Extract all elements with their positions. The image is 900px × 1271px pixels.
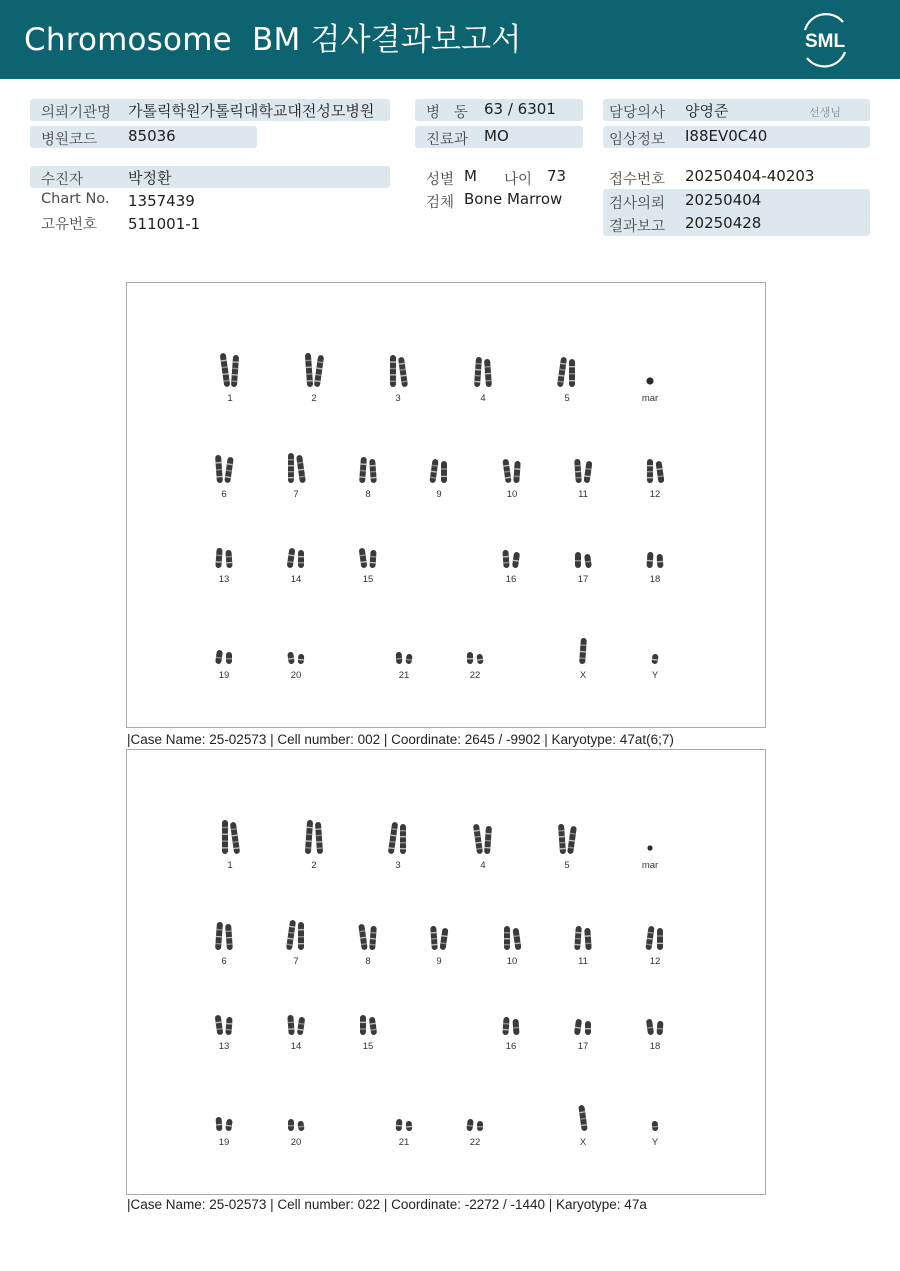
chromosome-15 (338, 997, 398, 1057)
chromosome-label: 22 (469, 1137, 481, 1148)
chromosome-8 (338, 445, 398, 505)
chromosome-label: Y (651, 670, 659, 681)
chromosome-19 (194, 626, 254, 686)
request-value: 20250404 (685, 191, 762, 209)
chart-no-value: 1357439 (128, 192, 195, 210)
chromosome-label: X (579, 1137, 587, 1148)
chromosome-label: 10 (506, 956, 518, 967)
receipt-label: 접수번호 (609, 172, 666, 188)
chromosome-label: 5 (564, 860, 570, 871)
chromosome-2 (284, 816, 344, 876)
chromosome-20 (266, 626, 326, 686)
chromosome-label: 13 (218, 1041, 230, 1052)
chromosome-14 (266, 530, 326, 590)
chromosome-21 (374, 626, 434, 686)
chromosome-12 (625, 445, 685, 505)
chromosome-y (625, 626, 685, 686)
report-title: Chromosome BM 검사결과보고서 (24, 22, 522, 58)
chromosome-label: 5 (564, 393, 570, 404)
unique-no-value: 511001-1 (128, 215, 201, 233)
chromosome-label: 16 (505, 1041, 517, 1052)
specimen-value: Bone Marrow (464, 190, 563, 208)
chromosome-2 (284, 349, 344, 409)
chromosome-4 (453, 349, 513, 409)
chromosome-6 (194, 445, 254, 505)
chromosome-label: 19 (218, 1137, 230, 1148)
doctor-suffix: 선생님 (809, 106, 841, 119)
chromosome-5 (537, 349, 597, 409)
chromosome-7 (266, 912, 326, 972)
chromosome-label: mar (641, 860, 659, 871)
chromosome-19 (194, 1093, 254, 1153)
age-value: 73 (547, 167, 567, 185)
institution-value: 가톨릭학원가톨릭대학교대전성모병원 (128, 102, 375, 120)
karyogram-caption-1: |Case Name: 25-02573 | Cell number: 002 | Coordinate: 2645 / -9902 | Karyotype: 47at(6;7) (127, 732, 674, 747)
chromosome-label: 7 (293, 956, 299, 967)
chromosome-17 (553, 530, 613, 590)
chromosome-16 (481, 530, 541, 590)
chromosome-label: 18 (649, 574, 661, 585)
dept-value: MO (484, 127, 509, 145)
chromosome-label: 17 (577, 1041, 589, 1052)
chromosome-label: 11 (578, 489, 588, 500)
chromosome-label: 18 (649, 1041, 661, 1052)
chromosome-20 (266, 1093, 326, 1153)
chromosome-label: 13 (218, 574, 230, 585)
sex-value: M (464, 167, 477, 185)
chromosome-10 (482, 445, 542, 505)
chromosome-10 (482, 912, 542, 972)
chromosome-label: 4 (480, 860, 486, 871)
chromosome-x (553, 626, 613, 686)
dept-label: 진료과 (426, 132, 469, 148)
chromosome-label: 16 (505, 574, 517, 585)
karyogram-panel-1 (126, 282, 766, 728)
report-header (0, 0, 900, 79)
doctor-label: 담당의사 (609, 105, 666, 121)
chromosome-6 (194, 912, 254, 972)
ward-value: 63 / 6301 (484, 100, 556, 118)
chromosome-label: X (579, 670, 587, 681)
chromosome-label: 8 (365, 956, 371, 967)
chromosome-label: 17 (577, 574, 589, 585)
chromosome-y (625, 1093, 685, 1153)
chromosome-label: 9 (436, 956, 442, 967)
chart-no-label: Chart No. (41, 191, 110, 207)
chromosome-label: 4 (480, 393, 486, 404)
chromosome-label: 21 (398, 670, 410, 681)
chromosome-9 (409, 912, 469, 972)
chromosome-3 (368, 349, 428, 409)
chromosome-label: 12 (649, 956, 661, 967)
sex-label: 성별 (426, 172, 455, 188)
clinical-value: I88EV0C40 (685, 127, 768, 145)
chromosome-label: 7 (293, 489, 299, 500)
chromosome-16 (481, 997, 541, 1057)
hospital-code-label: 병원코드 (41, 132, 98, 148)
chromosome-label: 22 (469, 670, 481, 681)
chromosome-label: 11 (578, 956, 588, 967)
chromosome-label: mar (641, 393, 659, 404)
patient-value: 박정환 (128, 169, 172, 187)
chromosome-label: 1 (227, 860, 233, 871)
chromosome-11 (553, 912, 613, 972)
patient-bar (30, 166, 390, 188)
chromosome-4 (453, 816, 513, 876)
chromosome-label: 19 (218, 670, 230, 681)
chromosome-17 (553, 997, 613, 1057)
chromosome-label: 6 (221, 956, 227, 967)
chromosome-label: 9 (436, 489, 442, 500)
chromosome-7 (266, 445, 326, 505)
chromosome-x (553, 1093, 613, 1153)
chromosome-label: 15 (362, 574, 374, 585)
chromosome-mar (620, 816, 680, 876)
karyogram-panel-2 (126, 749, 766, 1195)
doctor-value: 양영준 (685, 102, 729, 120)
chromosome-18 (625, 530, 685, 590)
chromosome-1 (200, 816, 260, 876)
chromosome-label: 15 (362, 1041, 374, 1052)
chromosome-label: Y (651, 1137, 659, 1148)
chromosome-label: 2 (311, 393, 317, 404)
chromosome-13 (194, 997, 254, 1057)
karyogram-caption-2: |Case Name: 25-02573 | Cell number: 022 | Coordinate: -2272 / -1440 | Karyotype: 47a (127, 1197, 647, 1212)
ward-label: 병 동 (426, 105, 468, 121)
chromosome-12 (625, 912, 685, 972)
chromosome-mar (620, 349, 680, 409)
chromosome-label: 8 (365, 489, 371, 500)
chromosome-label: 3 (395, 860, 401, 871)
sml-logo (795, 12, 855, 68)
chromosome-5 (537, 816, 597, 876)
chromosome-15 (338, 530, 398, 590)
chromosome-3 (368, 816, 428, 876)
chromosome-label: 10 (506, 489, 518, 500)
chromosome-13 (194, 530, 254, 590)
chromosome-label: 21 (398, 1137, 410, 1148)
chromosome-label: 20 (290, 1137, 302, 1148)
chromosome-22 (445, 1093, 505, 1153)
chromosome-8 (338, 912, 398, 972)
chromosome-22 (445, 626, 505, 686)
request-label: 검사의뢰 (609, 196, 666, 212)
chromosome-11 (553, 445, 613, 505)
chromosome-label: 14 (290, 574, 302, 585)
specimen-label: 검체 (426, 195, 455, 211)
chromosome-label: 14 (290, 1041, 302, 1052)
chromosome-label: 12 (649, 489, 661, 500)
svg-text:SML: SML (804, 31, 846, 52)
chromosome-label: 2 (311, 860, 317, 871)
chromosome-label: 6 (221, 489, 227, 500)
unique-no-label: 고유번호 (41, 217, 98, 233)
chromosome-label: 3 (395, 393, 401, 404)
patient-label: 수진자 (41, 172, 84, 188)
receipt-value: 20250404-40203 (685, 167, 815, 185)
age-label: 나이 (504, 172, 533, 188)
chromosome-1 (200, 349, 260, 409)
chromosome-9 (409, 445, 469, 505)
chromosome-18 (625, 997, 685, 1057)
report-date-label: 결과보고 (609, 219, 666, 235)
institution-label: 의뢰기관명 (41, 105, 112, 121)
chromosome-21 (374, 1093, 434, 1153)
chromosome-label: 1 (227, 393, 233, 404)
hospital-code-value: 85036 (128, 127, 176, 145)
chromosome-14 (266, 997, 326, 1057)
chromosome-label: 20 (290, 670, 302, 681)
clinical-label: 임상정보 (609, 132, 666, 148)
report-date-value: 20250428 (685, 214, 762, 232)
